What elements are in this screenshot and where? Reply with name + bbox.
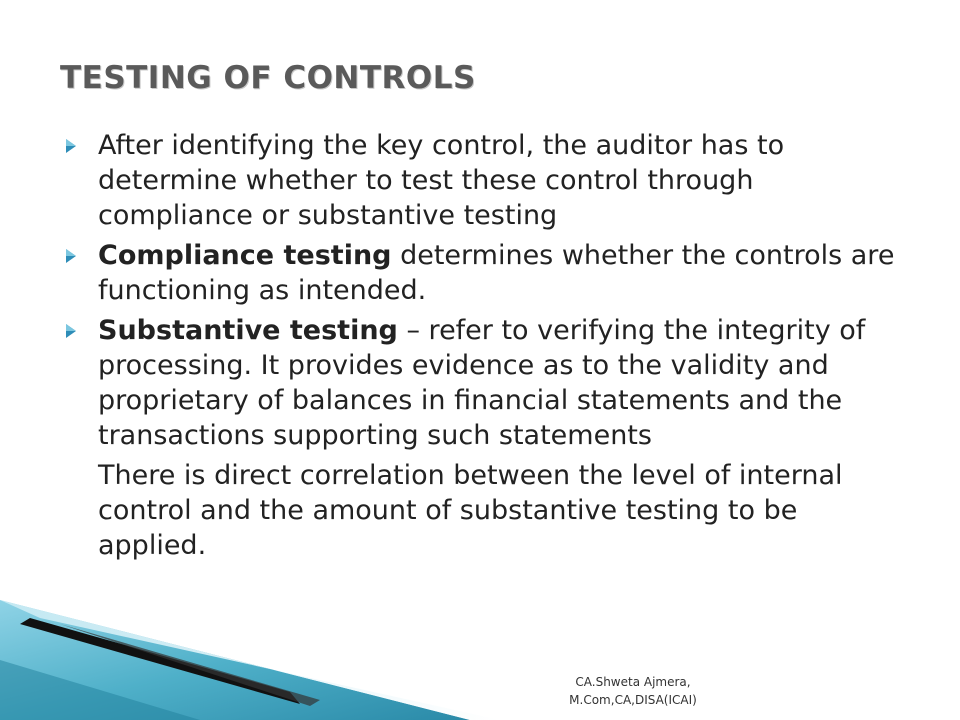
footer-credit <box>548 673 718 709</box>
footer-line-2: M.Com,CA,DISA(ICAI) <box>569 693 697 707</box>
bullet-text: – refer to verifying the integrity of processing. It provides evidence as to the validity and proprietary of balances in financial statements and the transactions supporting such statements <box>98 315 866 451</box>
bullet-list <box>62 128 902 563</box>
footer-line-1: CA.Shweta Ajmera, <box>575 675 691 689</box>
corner-decoration <box>0 600 520 720</box>
bullet-lead: Compliance testing <box>98 240 392 271</box>
arrow-bullet-icon <box>62 321 82 341</box>
bullet-text: determines whether the controls are functioning as intended. <box>98 240 895 306</box>
bullet-item <box>62 128 902 233</box>
bullet-item <box>62 238 902 308</box>
arrow-bullet-icon <box>62 246 82 266</box>
arrow-bullet-icon <box>62 136 82 156</box>
closing-paragraph: There is direct correlation between the level of internal control and the amount of substantive testing to be applied. <box>98 460 843 561</box>
bullet-text: After identifying the key control, the auditor has to determine whether to test these control through compliance or substantive testing <box>98 130 785 231</box>
slide-title: TESTING OF CONTROLS <box>60 60 476 96</box>
bullet-item <box>62 313 902 453</box>
bullet-lead: Substantive testing <box>98 315 398 346</box>
